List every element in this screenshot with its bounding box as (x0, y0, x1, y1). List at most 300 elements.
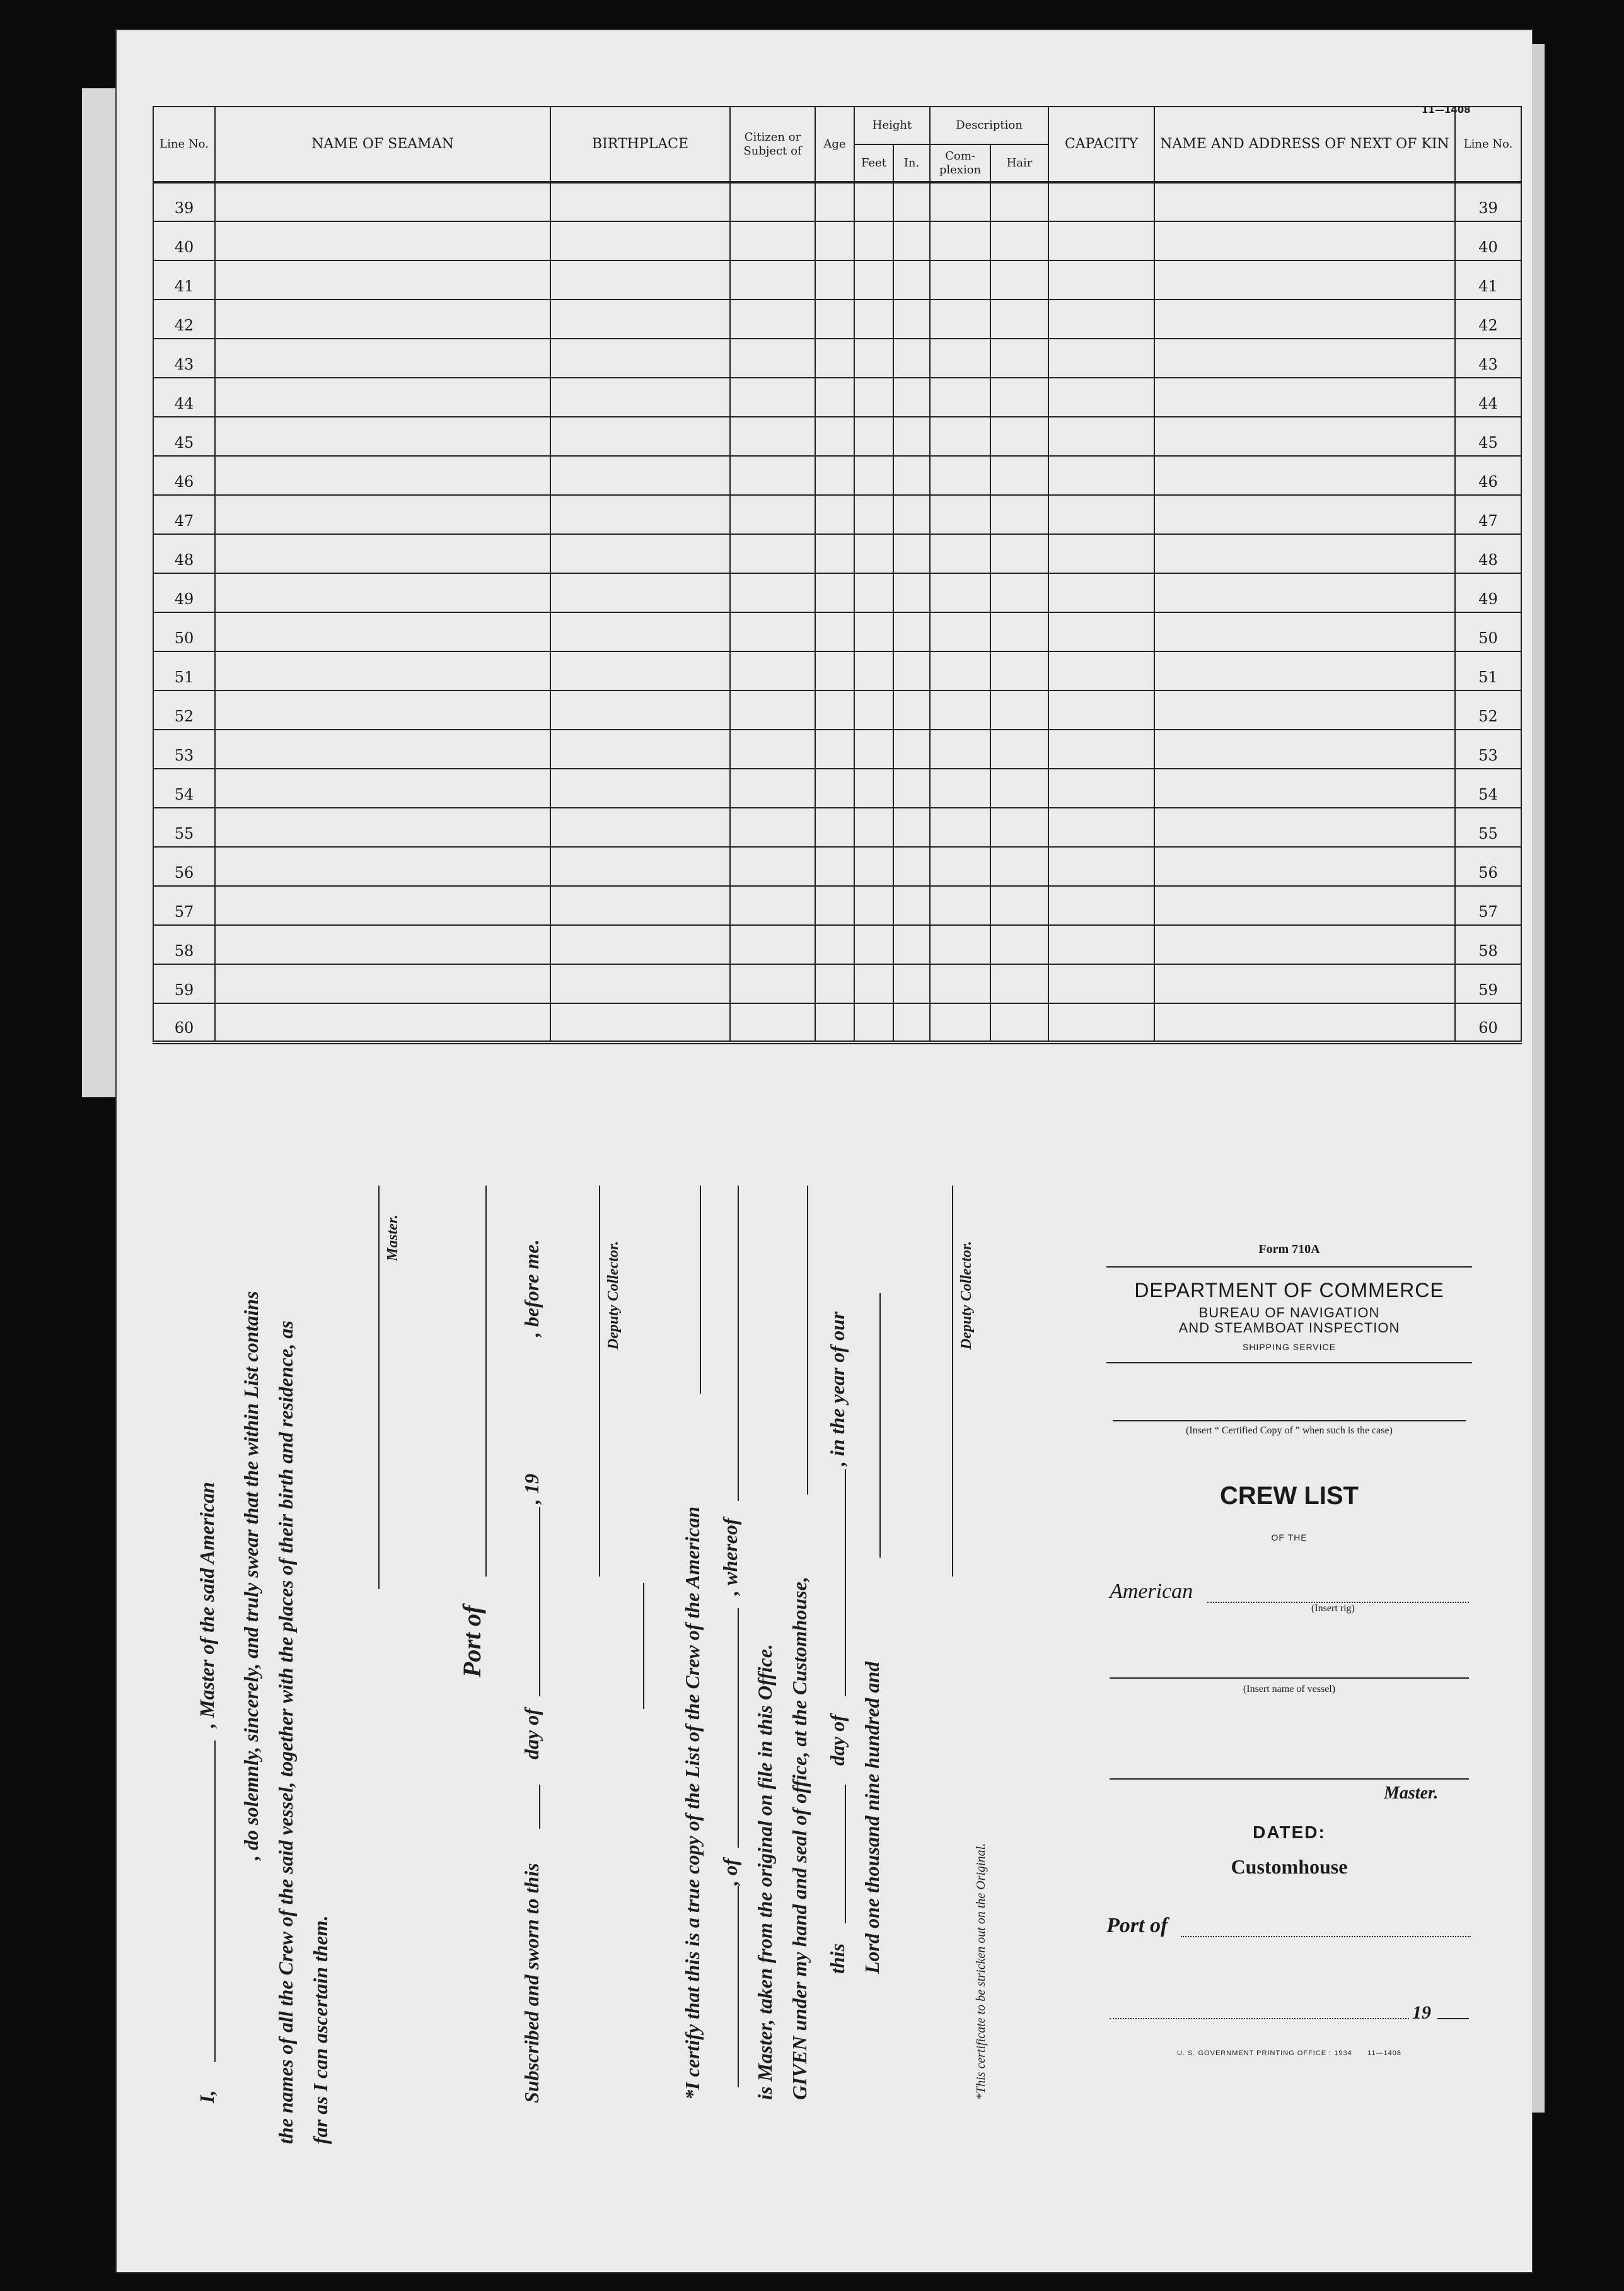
table-cell (1154, 300, 1455, 339)
table-cell (215, 378, 550, 417)
page-edge-right (1532, 44, 1545, 2113)
year-prefix: 19 (1412, 2002, 1431, 2023)
table-cell (854, 182, 893, 221)
certificate-day-of: day of (826, 1715, 849, 1766)
oath-line2: , do solemnly, sincerely, and truly swear that the within List contains (240, 1291, 262, 1860)
certificate-month-line (845, 1469, 846, 1696)
table-cell (1048, 573, 1154, 612)
table-cell (730, 534, 815, 573)
subscribed-month-line (539, 1507, 540, 1696)
table-cell (893, 260, 930, 300)
table-cell (550, 221, 730, 260)
table-cell (815, 378, 854, 417)
table-row (153, 1003, 1521, 1042)
certificate-of: , of (719, 1858, 741, 1886)
crew-list-title: CREW LIST (1220, 1482, 1359, 1510)
table-cell (854, 300, 893, 339)
table-cell (1154, 339, 1455, 378)
table-cell (730, 964, 815, 1003)
insert-vessel-note: (Insert name of vessel) (1243, 1684, 1336, 1694)
table-cell (815, 651, 854, 691)
table-cell (854, 651, 893, 691)
certificate-customhouse-line (807, 1186, 808, 1495)
subscribed-day-of: day of (520, 1708, 543, 1759)
table-cell (930, 456, 990, 495)
table-row (153, 612, 1521, 651)
table-cell (1154, 378, 1455, 417)
table-cell (1154, 495, 1455, 534)
table-cell (1048, 612, 1154, 651)
port-line (1181, 1936, 1471, 1938)
table-row (153, 808, 1521, 847)
certificate-vessel-line (700, 1186, 701, 1394)
table-row (153, 534, 1521, 573)
insert-rig-note: (Insert rig) (1311, 1603, 1355, 1614)
table-cell (930, 534, 990, 573)
table-cell (930, 339, 990, 378)
line-number-right: 40 (1455, 221, 1521, 260)
table-cell (550, 886, 730, 925)
table-cell (893, 1003, 930, 1042)
table-cell (550, 730, 730, 769)
table-cell (815, 769, 854, 808)
table-cell (1048, 534, 1154, 573)
table-cell (730, 417, 815, 456)
line-number-right: 51 (1455, 651, 1521, 691)
table-cell (1154, 534, 1455, 573)
line-number: 58 (153, 925, 215, 964)
line-number: 53 (153, 730, 215, 769)
table-cell (1048, 300, 1154, 339)
table-cell (550, 691, 730, 730)
table-cell (730, 730, 815, 769)
table-cell (1154, 417, 1455, 456)
table-cell (1048, 691, 1154, 730)
table-cell (930, 925, 990, 964)
table-cell (730, 847, 815, 886)
certificate-master-line (738, 1186, 739, 1501)
table-cell (990, 378, 1048, 417)
oath-line3: the names of all the Crew of the said vessel, together with the places of their birth and residence, as (274, 1320, 297, 2144)
line-number-right: 56 (1455, 847, 1521, 886)
table-cell (815, 456, 854, 495)
table-cell (990, 691, 1048, 730)
line-number: 60 (153, 1003, 215, 1042)
header-citizen: Citizen or Subject of (730, 107, 815, 182)
table-cell (930, 378, 990, 417)
table-row (153, 417, 1521, 456)
line-number-right: 46 (1455, 456, 1521, 495)
table-cell (730, 300, 815, 339)
table-cell (854, 417, 893, 456)
table-cell (930, 260, 990, 300)
table-cell (550, 339, 730, 378)
oath-line1-start: I, (195, 2090, 218, 2103)
table-cell (815, 495, 854, 534)
table-row (153, 182, 1521, 221)
table-cell (854, 886, 893, 925)
certificate-whereof-line (738, 1608, 739, 1848)
table-cell (730, 456, 815, 495)
line-number: 49 (153, 573, 215, 612)
cover-top-rule (1106, 1266, 1472, 1268)
table-row (153, 260, 1521, 300)
table-cell (854, 612, 893, 651)
table-cell (815, 182, 854, 221)
line-number-right: 55 (1455, 808, 1521, 847)
table-cell (730, 260, 815, 300)
oath-line4: far as I can ascertain them. (309, 1915, 332, 2144)
line-number: 54 (153, 769, 215, 808)
certificate-year-line (879, 1293, 881, 1558)
table-cell (1154, 886, 1455, 925)
table-cell (990, 182, 1048, 221)
header-next-of-kin: NAME AND ADDRESS OF NEXT OF KIN (1154, 107, 1455, 182)
printing-office-text: U. S. GOVERNMENT PRINTING OFFICE : 1934 (1176, 2049, 1352, 2057)
header-feet: Feet (854, 144, 893, 182)
header-name-of-seaman: NAME OF SEAMAN (215, 107, 550, 182)
table-cell (930, 612, 990, 651)
certificate-year-of-our: , in the year of our (826, 1311, 849, 1466)
table-cell (854, 221, 893, 260)
table-cell (930, 886, 990, 925)
bureau-line2: AND STEAMBOAT INSPECTION (1178, 1320, 1400, 1336)
table-cell (730, 221, 815, 260)
line-number: 39 (153, 182, 215, 221)
table-cell (815, 300, 854, 339)
header-capacity: CAPACITY (1048, 107, 1154, 182)
line-number-right: 44 (1455, 378, 1521, 417)
table-cell (1154, 182, 1455, 221)
table-cell (930, 847, 990, 886)
table-cell (815, 221, 854, 260)
table-row (153, 730, 1521, 769)
deputy-collector-1: Deputy Collector. (605, 1241, 622, 1350)
table-cell (893, 182, 930, 221)
table-cell (815, 886, 854, 925)
table-cell (1048, 417, 1154, 456)
table-cell (730, 573, 815, 612)
table-cell (930, 495, 990, 534)
certificate-given: GIVEN under my hand and seal of office, at the Customhouse, (788, 1577, 811, 2100)
table-cell (550, 300, 730, 339)
table-cell (550, 182, 730, 221)
table-cell (893, 691, 930, 730)
table-cell (1154, 221, 1455, 260)
table-cell (550, 456, 730, 495)
table-cell (815, 691, 854, 730)
line-number: 51 (153, 651, 215, 691)
table-cell (550, 651, 730, 691)
table-cell (893, 495, 930, 534)
table-cell (893, 612, 930, 651)
table-cell (990, 769, 1048, 808)
table-cell (550, 808, 730, 847)
table-cell (1154, 847, 1455, 886)
table-cell (1048, 221, 1154, 260)
year-line (1437, 2018, 1469, 2019)
table-cell (815, 534, 854, 573)
table-cell (730, 925, 815, 964)
table-cell (854, 964, 893, 1003)
table-cell (1048, 1003, 1154, 1042)
line-number-right: 52 (1455, 691, 1521, 730)
oath-name-line (214, 1740, 216, 2062)
table-cell (990, 1003, 1048, 1042)
table-row (153, 456, 1521, 495)
table-cell (815, 339, 854, 378)
table-cell (854, 378, 893, 417)
table-cell (815, 417, 854, 456)
deputy-collector-2: Deputy Collector. (958, 1241, 975, 1350)
line-number: 45 (153, 417, 215, 456)
table-cell (1048, 456, 1154, 495)
line-number-right: 45 (1455, 417, 1521, 456)
table-cell (854, 808, 893, 847)
table-row (153, 221, 1521, 260)
line-number-right: 49 (1455, 573, 1521, 612)
header-description: Description (930, 107, 1048, 144)
shipping-service: SHIPPING SERVICE (1242, 1342, 1336, 1352)
master-line (1110, 1778, 1469, 1780)
table-cell (990, 886, 1048, 925)
table-cell (990, 964, 1048, 1003)
line-number: 52 (153, 691, 215, 730)
table-cell (930, 1003, 990, 1042)
table-cell (215, 691, 550, 730)
header-inches: In. (893, 144, 930, 182)
table-cell (930, 808, 990, 847)
table-cell (550, 964, 730, 1003)
table-cell (215, 964, 550, 1003)
subscribed-day-line (539, 1785, 540, 1829)
certificate-lord: Lord one thousand nine hundred and (861, 1661, 883, 1974)
header-hair: Hair (990, 144, 1048, 182)
dated-label: DATED: (1253, 1822, 1326, 1842)
header-age: Age (815, 107, 854, 182)
table-cell (930, 182, 990, 221)
table-cell (815, 612, 854, 651)
table-cell (930, 691, 990, 730)
table-row (153, 651, 1521, 691)
table-cell (815, 573, 854, 612)
master-signature-line (378, 1186, 380, 1589)
table-cell (893, 300, 930, 339)
table-cell (215, 182, 550, 221)
table-cell (990, 847, 1048, 886)
table-cell (893, 573, 930, 612)
table-row (153, 964, 1521, 1003)
table-row (153, 495, 1521, 534)
table-cell (215, 534, 550, 573)
oath-port-of: Port of (458, 1605, 486, 1677)
table-cell (215, 847, 550, 886)
table-cell (815, 1003, 854, 1042)
table-cell (1048, 964, 1154, 1003)
table-cell (1048, 925, 1154, 964)
table-cell (215, 456, 550, 495)
table-cell (1048, 769, 1154, 808)
line-number: 57 (153, 886, 215, 925)
table-cell (1154, 260, 1455, 300)
table-cell (930, 573, 990, 612)
table-cell (550, 847, 730, 886)
table-cell (550, 612, 730, 651)
table-cell (215, 339, 550, 378)
form-corner-code: 11—1408 (1422, 104, 1471, 115)
line-number: 42 (153, 300, 215, 339)
table-cell (990, 808, 1048, 847)
table-cell (215, 300, 550, 339)
line-number-right: 59 (1455, 964, 1521, 1003)
table-cell (1154, 808, 1455, 847)
table-row (153, 573, 1521, 612)
table-cell (1048, 495, 1154, 534)
line-number: 44 (153, 378, 215, 417)
table-cell (730, 651, 815, 691)
table-cell (815, 808, 854, 847)
table-cell (1048, 651, 1154, 691)
table-cell (815, 847, 854, 886)
table-cell (854, 925, 893, 964)
table-cell (1154, 573, 1455, 612)
deputy-signature-line-1 (599, 1186, 600, 1577)
table-cell (550, 925, 730, 964)
table-cell (854, 1003, 893, 1042)
table-cell (930, 651, 990, 691)
table-cell (893, 417, 930, 456)
table-cell (854, 573, 893, 612)
line-number: 43 (153, 339, 215, 378)
line-number-right: 57 (1455, 886, 1521, 925)
table-cell (990, 300, 1048, 339)
line-number-right: 43 (1455, 339, 1521, 378)
insert-certified-note: (Insert “ Certified Copy of ” when such is the case) (1186, 1425, 1393, 1436)
table-cell (1154, 769, 1455, 808)
vessel-name-line (1110, 1677, 1469, 1679)
table-cell (815, 925, 854, 964)
printing-code: 11—1408 (1367, 2049, 1402, 2057)
table-cell (854, 339, 893, 378)
table-cell (893, 964, 930, 1003)
table-cell (1154, 730, 1455, 769)
oath-port-line (485, 1186, 487, 1577)
table-cell (730, 495, 815, 534)
table-cell (930, 769, 990, 808)
table-cell (215, 808, 550, 847)
table-cell (550, 769, 730, 808)
table-cell (990, 573, 1048, 612)
certificate-this: this (826, 1943, 849, 1974)
table-cell (990, 651, 1048, 691)
table-row (153, 339, 1521, 378)
certificate-line1: *I certify that this is a true copy of the List of the Crew of the American (681, 1506, 704, 2100)
certified-copy-line (1113, 1420, 1466, 1421)
header-height: Height (854, 107, 930, 144)
table-cell (893, 886, 930, 925)
table-cell (730, 612, 815, 651)
table-cell (215, 260, 550, 300)
table-cell (990, 417, 1048, 456)
table-cell (730, 378, 815, 417)
table-cell (550, 573, 730, 612)
table-cell (854, 847, 893, 886)
table-cell (990, 456, 1048, 495)
table-cell (215, 769, 550, 808)
certificate-whereof: , whereof (719, 1518, 741, 1595)
cover-rule-2 (1106, 1362, 1472, 1363)
master-signature-label: Master. (385, 1214, 401, 1261)
table-cell (1154, 1003, 1455, 1042)
table-cell (730, 808, 815, 847)
subscribed-before-me: , before me. (520, 1239, 543, 1337)
deputy-signature-line-2 (952, 1186, 953, 1577)
table-cell (1048, 808, 1154, 847)
department-title: DEPARTMENT OF COMMERCE (1134, 1279, 1444, 1302)
header-line-no: Line No. (153, 107, 215, 182)
table-row (153, 886, 1521, 925)
table-cell (215, 221, 550, 260)
line-number: 46 (153, 456, 215, 495)
subscribed-text: Subscribed and sworn to this (520, 1863, 543, 2103)
line-number: 41 (153, 260, 215, 300)
american-label: American (1110, 1580, 1193, 1603)
header-birthplace: BIRTHPLACE (550, 107, 730, 182)
table-cell (1048, 886, 1154, 925)
table-cell (854, 769, 893, 808)
table-cell (730, 886, 815, 925)
table-cell (930, 730, 990, 769)
table-row (153, 769, 1521, 808)
table-cell (990, 339, 1048, 378)
table-cell (215, 573, 550, 612)
line-number-right: 50 (1455, 612, 1521, 651)
underlying-page-edge (82, 88, 119, 1097)
table-cell (854, 495, 893, 534)
table-cell (854, 691, 893, 730)
line-number: 55 (153, 808, 215, 847)
table-cell (730, 182, 815, 221)
line-number: 56 (153, 847, 215, 886)
table-row (153, 925, 1521, 964)
master-label: Master. (1384, 1783, 1439, 1803)
port-of-label: Port of (1106, 1914, 1168, 1937)
certificate-line3: is Master, taken from the original on file in this Office. (753, 1643, 776, 2100)
line-number: 50 (153, 612, 215, 651)
table-cell (730, 691, 815, 730)
line-number-right: 41 (1455, 260, 1521, 300)
crew-table (153, 106, 1522, 1044)
table-cell (893, 339, 930, 378)
line-number-right: 53 (1455, 730, 1521, 769)
of-the-label: OF THE (1271, 1532, 1308, 1542)
table-cell (215, 886, 550, 925)
table-cell (815, 730, 854, 769)
line-number: 48 (153, 534, 215, 573)
certificate-this-line (845, 1785, 846, 1923)
table-cell (215, 1003, 550, 1042)
certificate-footnote: *This certificate to be stricken out on the Original. (974, 1843, 988, 2100)
table-cell (550, 378, 730, 417)
table-cell (990, 495, 1048, 534)
table-cell (930, 964, 990, 1003)
subscribed-year: , 19 (520, 1474, 543, 1504)
form-number: Form 710A (1258, 1242, 1320, 1256)
table-cell (854, 456, 893, 495)
table-cell (893, 221, 930, 260)
table-cell (990, 260, 1048, 300)
printing-office (1106, 2049, 1472, 2057)
